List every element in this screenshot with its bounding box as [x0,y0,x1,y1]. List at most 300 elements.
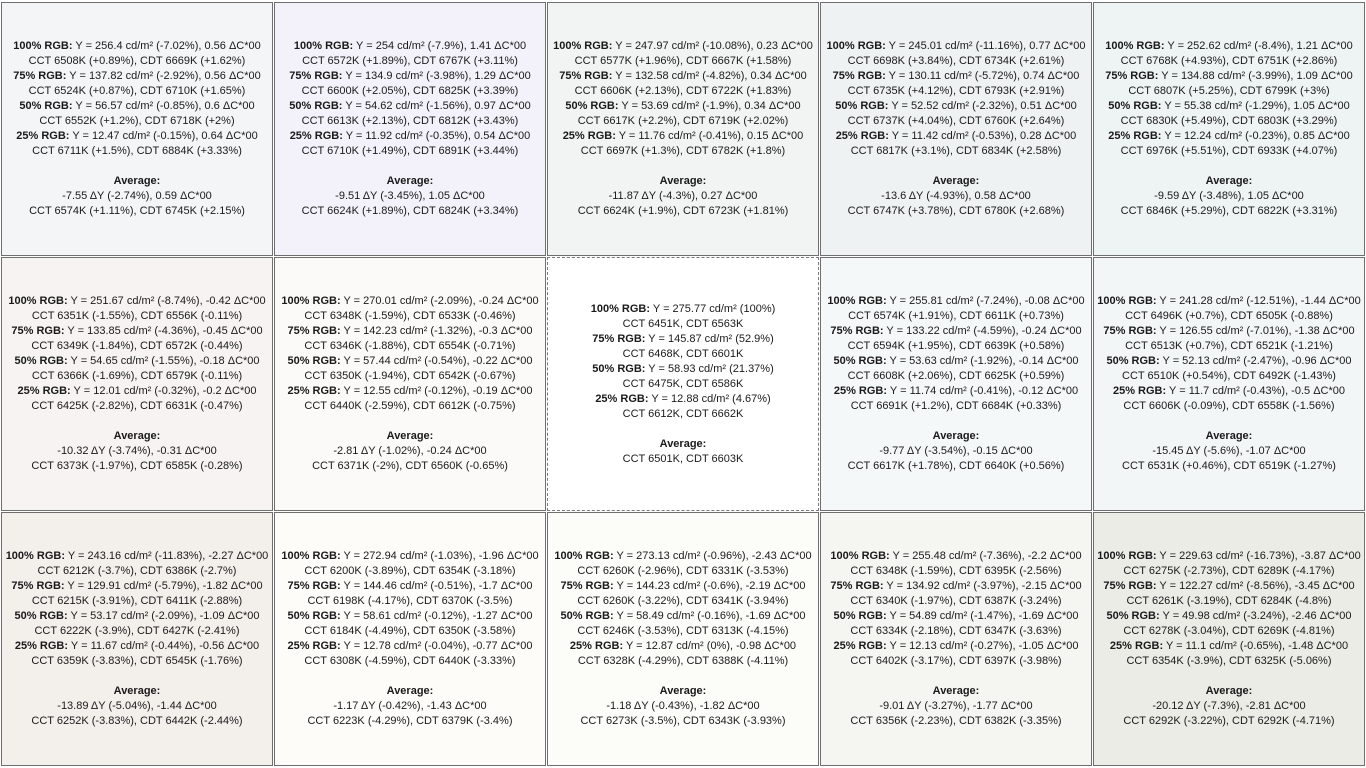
measurement-value: -9.01 ΔY (-3.27%), -1.77 ΔC*00 [879,700,1033,712]
measurement-detail [848,84,1065,99]
measurement-label: 75% RGB: [287,580,341,592]
measurement-value: Y = 12.01 cd/m² (-0.32%), -0.2 ΔC*00 [70,385,257,397]
measurement-heading [287,579,532,594]
measurement-heading [8,294,265,309]
measurement-label: Average: [1205,175,1253,187]
measurement-value: Y = 130.11 cd/m² (-5.72%), 0.74 ΔC*00 [885,70,1080,82]
measurement-value: CCT 6359K (-3.83%), CDT 6545K (-1.76%) [31,655,243,667]
measurement-heading [287,354,532,369]
measurement-value: CCT 6308K (-4.59%), CDT 6440K (-3.33%) [304,655,516,667]
measurement-value: CCT 6617K (+2.2%), CDT 6719K (+2.02%) [577,115,789,127]
measurement-detail [333,699,486,714]
measurement-value: Y = 12.13 cd/m² (-0.27%), -1.05 ΔC*00 [886,640,1079,652]
measurement-value: -20.12 ΔY (-7.3%), -2.81 ΔC*00 [1152,700,1306,712]
measurement-value: Y = 133.22 cd/m² (-4.59%), -0.24 ΔC*00 [883,325,1082,337]
measurement-heading [1206,429,1253,444]
measurement-cell [1,512,273,766]
measurement-detail [31,399,242,414]
measurement-detail [304,339,515,354]
measurement-label: 75% RGB: [289,70,343,82]
measurement-value: Y = 270.01 cd/m² (-2.09%), -0.24 ΔC*00 [340,295,539,307]
measurement-heading [114,429,161,444]
measurement-label: 75% RGB: [832,70,886,82]
measurement-detail [32,144,242,159]
measurement-value: CCT 6371K (-2%), CDT 6560K (-0.65%) [312,460,508,472]
measurement-heading [14,609,259,624]
measurement-cell [274,2,546,256]
measurement-detail [31,459,242,474]
measurement-detail [848,339,1065,354]
measurement-heading [114,174,161,189]
measurement-heading [835,99,1076,114]
measurement-heading [387,429,434,444]
measurement-label: 75% RGB: [559,70,613,82]
measurement-value: CCT 6606K (-0.09%), CDT 6558K (-1.56%) [1123,400,1335,412]
measurement-value: Y = 58.61 cd/m² (-0.12%), -1.27 ΔC*00 [340,610,533,622]
measurement-value: Y = 245.01 cd/m² (-11.16%), 0.77 ΔC*00 [885,40,1086,52]
measurement-detail [31,714,242,729]
measurement-detail [1122,369,1336,384]
measurement-heading [560,579,805,594]
measurement-cell [820,257,1092,511]
measurement-detail [578,114,789,129]
measurement-value: Y = 11.1 cd/m² (-0.65%), -1.48 ΔC*00 [1163,640,1349,652]
measurement-value: CCT 6425K (-2.82%), CDT 6631K (-0.47%) [31,400,243,412]
measurement-detail [623,407,744,422]
measurement-value: Y = 12.55 cd/m² (-0.12%), -0.19 ΔC*00 [340,385,533,397]
measurement-detail [34,624,239,639]
measurement-label: 25% RGB: [14,640,69,652]
measurement-value: CCT 6697K (+1.3%), CDT 6782K (+1.8%) [580,145,786,157]
measurement-value: Y = 11.7 cd/m² (-0.43%), -0.5 ΔC*00 [1166,385,1346,397]
measurement-heading [565,99,800,114]
measurement-detail [848,54,1065,69]
measurement-detail [1122,459,1336,474]
measurement-value: CCT 6698K (+3.84%), CDT 6734K (+2.61%) [847,55,1065,67]
measurement-detail [850,654,1061,669]
measurement-heading [827,39,1086,54]
measurement-label: 50% RGB: [560,610,614,622]
measurement-detail [1154,189,1304,204]
measurement-value: CCT 6501K, CDT 6603K [622,452,744,465]
measurement-heading [13,69,261,84]
measurement-detail [304,654,515,669]
measurement-heading [387,684,434,699]
measurement-value: Y = 11.76 cd/m² (-0.41%), 0.15 ΔC*00 [615,130,804,142]
measurement-label: Average: [1205,430,1253,442]
measurement-value: Y = 254 cd/m² (-7.9%), 1.41 ΔC*00 [353,40,527,52]
measurement-value: CCT 6184K (-4.49%), CDT 6350K (-3.58%) [304,625,516,637]
measurement-value: Y = 145.87 cd/m² (52.9%) [645,332,774,345]
measurement-value: Y = 134.9 cd/m² (-3.98%), 1.29 ΔC*00 [342,70,531,82]
measurement-label: 25% RGB: [595,392,649,405]
measurement-label: 75% RGB: [11,325,65,337]
measurement-value: Y = 134.92 cd/m² (-3.97%), -2.15 ΔC*00 [883,580,1082,592]
measurement-value: CCT 6451K, CDT 6563K [622,317,744,330]
measurement-value: CCT 6496K (+0.7%), CDT 6505K (-0.88%) [1125,310,1333,322]
measurement-label: 100% RGB: [293,40,354,52]
measurement-label: 75% RGB: [830,580,884,592]
measurement-value: Y = 12.24 cd/m² (-0.23%), 0.85 ΔC*00 [1161,130,1350,142]
measurement-value: -13.6 ΔY (-4.93%), 0.58 ΔC*00 [881,190,1031,202]
measurement-label: 25% RGB: [833,385,888,397]
measurement-label: Average: [113,175,161,187]
measurement-detail [32,369,242,384]
measurement-label: Average: [932,175,980,187]
measurement-label: 100% RGB: [826,40,886,52]
measurement-value: Y = 52.52 cd/m² (-2.32%), 0.51 ΔC*00 [888,100,1077,112]
measurement-detail [312,459,508,474]
measurement-value: CCT 6334K (-2.18%), CDT 6347K (-3.63%) [850,625,1062,637]
measurement-detail [581,144,785,159]
measurement-heading [830,579,1081,594]
measurement-value: Y = 12.87 cd/m² (0%), -0.98 ΔC*00 [623,640,797,652]
measurement-heading [1103,324,1354,339]
measurement-heading [554,549,811,564]
measurement-label: 25% RGB: [287,640,341,652]
measurement-label: 50% RGB: [1108,100,1162,112]
measurement-label: 75% RGB: [1105,70,1159,82]
measurement-heading [592,332,774,347]
measurement-heading [833,69,1080,84]
measurement-value: Y = 272.94 cd/m² (-1.03%), -1.96 ΔC*00 [340,550,539,562]
measurement-value: Y = 54.62 cd/m² (-1.56%), 0.97 ΔC*00 [342,100,531,112]
measurement-detail [57,699,216,714]
measurement-value: CCT 6624K (+1.9%), CDT 6723K (+1.81%) [577,205,789,217]
measurement-heading [281,294,538,309]
measurement-detail [302,204,519,219]
measurement-value: CCT 6252K (-3.83%), CDT 6442K (-2.44%) [31,715,243,727]
measurement-detail [1126,594,1331,609]
measurement-value: CCT 6402K (-3.17%), CDT 6397K (-3.98%) [850,655,1062,667]
measurement-value: Y = 54.89 cd/m² (-1.47%), -1.69 ΔC*00 [886,610,1079,622]
measurement-value: CCT 6346K (-1.88%), CDT 6554K (-0.71%) [304,340,516,352]
measurement-label: 25% RGB: [569,640,624,652]
measurement-value: CCT 6468K, CDT 6601K [622,347,744,360]
measurement-value: Y = 49.98 cd/m² (-3.24%), -2.46 ΔC*00 [1159,610,1352,622]
measurement-value: CCT 6531K (+0.46%), CDT 6519K (-1.27%) [1122,460,1336,472]
measurement-detail [850,714,1061,729]
measurement-value: Y = 243.16 cd/m² (-11.83%), -2.27 ΔC*00 [64,550,269,562]
measurement-detail [302,54,518,69]
measurement-value: CCT 6200K (-3.89%), CDT 6354K (-3.18%) [304,565,516,577]
measurement-detail [304,399,515,414]
measurement-detail [1121,54,1338,69]
measurement-label: 25% RGB: [1109,640,1164,652]
measurement-value: -10.32 ΔY (-3.74%), -0.31 ΔC*00 [57,445,217,457]
measurement-label: 75% RGB: [13,70,67,82]
measurement-heading [830,324,1081,339]
measurement-detail [623,452,744,467]
measurement-label: 25% RGB: [1112,385,1167,397]
measurement-heading [1103,579,1354,594]
measurement-heading [570,639,796,654]
measurement-label: 100% RGB: [590,302,651,315]
measurement-heading [281,549,538,564]
measurement-value: CCT 6440K (-2.59%), CDT 6612K (-0.75%) [304,400,516,412]
measurement-detail [575,84,792,99]
measurement-detail [304,624,515,639]
measurement-detail [623,377,744,392]
measurement-detail [577,624,788,639]
measurement-heading [827,294,1084,309]
measurement-detail [307,594,512,609]
measurement-label: 100% RGB: [8,295,68,307]
measurement-value: CCT 6600K (+2.05%), CDT 6825K (+3.39%) [301,85,519,97]
measurement-heading [591,302,776,317]
measurement-heading [833,609,1078,624]
measurement-detail [32,594,242,609]
measurement-heading [933,684,980,699]
measurement-label: 50% RGB: [14,355,68,367]
measurement-heading [19,99,254,114]
measurement-heading [833,639,1078,654]
measurement-value: CCT 6222K (-3.9%), CDT 6427K (-2.41%) [34,625,240,637]
measurement-detail [1125,339,1333,354]
measurement-heading [1105,39,1353,54]
measurement-value: CCT 6513K (+0.7%), CDT 6521K (-1.21%) [1125,340,1333,352]
measurement-detail [1121,144,1338,159]
measurement-heading [553,39,813,54]
measurement-value: Y = 229.63 cd/m² (-16.73%), -3.87 ΔC*00 [1156,550,1361,562]
measurement-heading [387,174,434,189]
measurement-detail [1152,699,1305,714]
measurement-label: Average: [113,685,161,697]
measurement-value: CCT 6278K (-3.04%), CDT 6269K (-4.81%) [1123,625,1335,637]
measurement-label: 75% RGB: [1103,580,1157,592]
measurement-detail [31,339,242,354]
measurement-cell [274,512,546,766]
measurement-heading [294,39,526,54]
measurement-value: CCT 6328K (-4.29%), CDT 6388K (-4.11%) [577,655,789,667]
measurement-value: CCT 6574K (+1.91%), CDT 6611K (+0.73%) [848,310,1064,322]
measurement-value: CCT 6349K (-1.84%), CDT 6572K (-0.44%) [31,340,243,352]
measurement-label: 25% RGB: [17,385,71,397]
measurement-label: 50% RGB: [1106,355,1160,367]
measurement-value: -9.77 ΔY (-3.54%), -0.15 ΔC*00 [879,445,1033,457]
measurement-value: Y = 129.91 cd/m² (-5.79%), -1.82 ΔC*00 [64,580,263,592]
measurement-heading [11,324,262,339]
measurement-heading [1206,684,1253,699]
measurement-value: CCT 6292K (-3.22%), CDT 6292K (-4.71%) [1123,715,1335,727]
measurement-label: 75% RGB: [560,580,614,592]
measurement-label: Average: [659,175,707,187]
measurement-value: -2.81 ΔY (-1.02%), -0.24 ΔC*00 [333,445,487,457]
measurement-cell [1,257,273,511]
measurement-heading [1206,174,1253,189]
measurement-label: 100% RGB: [553,40,613,52]
measurement-detail [1121,204,1338,219]
measurement-value: CCT 6356K (-2.23%), CDT 6382K (-3.35%) [850,715,1062,727]
measurement-value: CCT 6475K, CDT 6586K [622,377,744,390]
measurement-detail [1128,84,1329,99]
measurement-value: Y = 53.17 cd/m² (-2.09%), -1.09 ΔC*00 [67,610,260,622]
measurement-value: Y = 53.69 cd/m² (-1.9%), 0.34 ΔC*00 [618,100,801,112]
measurement-detail [879,699,1032,714]
measurement-value: CCT 6817K (+3.1%), CDT 6834K (+2.58%) [850,145,1062,157]
measurement-detail [850,594,1061,609]
measurement-value: -7.55 ΔY (-2.74%), 0.59 ΔC*00 [62,190,212,202]
measurement-cell [547,2,819,256]
measurement-detail [62,189,212,204]
measurement-value: CCT 6260K (-3.22%), CDT 6341K (-3.94%) [577,595,789,607]
measurement-detail [1121,114,1338,129]
measurement-value: Y = 12.78 cd/m² (-0.04%), -0.77 ΔC*00 [340,640,533,652]
measurement-label: 75% RGB: [1103,325,1157,337]
measurement-label: Average: [932,430,980,442]
measurement-cell [1093,512,1365,766]
measurement-heading [1108,129,1349,144]
measurement-detail [304,309,515,324]
measurement-value: CCT 6572K (+1.89%), CDT 6767K (+3.11%) [302,55,518,67]
measurement-value: CCT 6624K (+1.89%), CDT 6824K (+3.34%) [301,205,519,217]
measurement-cell [1093,2,1365,256]
measurement-value: CCT 6737K (+4.04%), CDT 6760K (+2.64%) [847,115,1065,127]
measurement-heading [834,384,1078,399]
measurement-value: CCT 6830K (+5.49%), CDT 6803K (+3.29%) [1120,115,1338,127]
measurement-label: 100% RGB: [1097,550,1157,562]
measurement-label: Average: [386,430,434,442]
measurement-detail [578,204,789,219]
measurement-value: CCT 6348K (-1.59%), CDT 6395K (-2.56%) [850,565,1062,577]
measurement-detail [577,564,788,579]
measurement-detail [606,699,759,714]
measurement-label: 25% RGB: [289,130,343,142]
measurement-heading [933,429,980,444]
measurement-label: 25% RGB: [1108,130,1162,142]
measurement-cell [547,512,819,766]
measurement-label: Average: [1205,685,1253,697]
measurement-value: Y = 137.82 cd/m² (-2.92%), 0.56 ΔC*00 [66,70,261,82]
measurement-value: CCT 6246K (-3.53%), CDT 6313K (-4.15%) [577,625,789,637]
measurement-value: -1.17 ΔY (-0.42%), -1.43 ΔC*00 [333,700,487,712]
measurement-value: CCT 6340K (-1.97%), CDT 6387K (-3.24%) [850,595,1062,607]
measurement-value: -11.87 ΔY (-4.3%), 0.27 ΔC*00 [608,190,758,202]
measurement-value: Y = 11.67 cd/m² (-0.44%), -0.56 ΔC*00 [68,640,260,652]
measurement-value: Y = 241.28 cd/m² (-12.51%), -1.44 ΔC*00 [1156,295,1361,307]
measurement-heading [14,354,259,369]
measurement-value: CCT 6348K (-1.59%), CDT 6533K (-0.46%) [304,310,516,322]
measurement-heading [1113,384,1345,399]
measurement-heading [11,579,262,594]
measurement-value: CCT 6617K (+1.78%), CDT 6640K (+0.56%) [847,460,1065,472]
measurement-cell [820,512,1092,766]
measurement-label: 50% RGB: [287,355,341,367]
measurement-value: Y = 144.23 cd/m² (-0.6%), -2.19 ΔC*00 [613,580,806,592]
measurement-value: CCT 6594K (+1.95%), CDT 6639K (+0.58%) [847,340,1065,352]
measurement-value: Y = 126.55 cd/m² (-7.01%), -1.38 ΔC*00 [1156,325,1355,337]
measurement-value: CCT 6261K (-3.19%), CDT 6284K (-4.8%) [1126,595,1332,607]
measurement-heading [836,129,1077,144]
measurement-heading [830,549,1081,564]
measurement-detail [575,54,792,69]
measurement-value: CCT 6366K (-1.69%), CDT 6579K (-0.11%) [31,370,243,382]
measurement-detail [580,714,785,729]
measurement-label: 50% RGB: [592,362,646,375]
measurement-label: 25% RGB: [16,130,70,142]
measurement-value: Y = 12.47 cd/m² (-0.15%), 0.64 ΔC*00 [69,130,258,142]
measurement-value: CCT 6508K (+0.89%), CDT 6669K (+1.62%) [28,55,246,67]
measurement-label: 50% RGB: [14,610,68,622]
measurement-value: CCT 6510K (+0.54%), CDT 6492K (-1.43%) [1122,370,1336,382]
measurement-detail [578,654,788,669]
measurement-value: -9.59 ΔY (-3.48%), 1.05 ΔC*00 [1154,190,1304,202]
measurement-detail [304,369,515,384]
measurement-detail [577,594,788,609]
measurement-value: Y = 144.46 cd/m² (-0.51%), -1.7 ΔC*00 [340,580,533,592]
measurement-value: Y = 12.88 cd/m² (4.67%) [648,392,771,405]
measurement-cell [274,257,546,511]
measurement-detail [851,144,1062,159]
measurement-detail [850,624,1061,639]
measurement-detail [302,84,519,99]
measurement-value: CCT 6223K (-4.29%), CDT 6379K (-3.4%) [307,715,513,727]
measurement-cell [547,257,819,511]
measurement-value: CCT 6768K (+4.93%), CDT 6751K (+2.86%) [1120,55,1338,67]
measurement-value: Y = 132.58 cd/m² (-4.82%), 0.34 ΔC*00 [612,70,807,82]
measurement-label: 50% RGB: [289,100,343,112]
measurement-label: 100% RGB: [1097,295,1157,307]
measurement-value: Y = 142.23 cd/m² (-1.32%), -0.3 ΔC*00 [340,325,533,337]
measurement-detail [1125,309,1333,324]
measurement-heading [290,129,531,144]
measurement-label: 100% RGB: [5,550,65,562]
measurement-cell [820,2,1092,256]
measurement-value: Y = 54.65 cd/m² (-1.55%), -0.18 ΔC*00 [67,355,260,367]
measurement-heading [1097,294,1360,309]
measurement-value: CCT 6606K (+2.13%), CDT 6722K (+1.83%) [574,85,792,97]
measurement-value: CCT 6710K (+1.49%), CDT 6891K (+3.44%) [301,145,519,157]
measurement-detail [38,564,237,579]
measurement-value: CCT 6350K (-1.94%), CDT 6542K (-0.67%) [304,370,516,382]
measurement-value: CCT 6273K (-3.5%), CDT 6343K (-3.93%) [580,715,786,727]
measurement-value: Y = 11.42 cd/m² (-0.53%), 0.28 ΔC*00 [888,130,1077,142]
measurement-value: CCT 6198K (-4.17%), CDT 6370K (-3.5%) [307,595,513,607]
measurement-value: Y = 256.4 cd/m² (-7.02%), 0.56 ΔC*00 [72,40,261,52]
measurement-detail [335,189,485,204]
measurement-heading [833,354,1078,369]
measurement-label: 50% RGB: [833,355,887,367]
measurement-heading [289,69,530,84]
measurement-heading [563,129,804,144]
measurement-detail [879,444,1032,459]
measurement-value: Y = 11.74 cd/m² (-0.41%), -0.12 ΔC*00 [887,385,1079,397]
measurement-label: 25% RGB: [287,385,341,397]
measurement-value: Y = 255.81 cd/m² (-7.24%), -0.08 ΔC*00 [886,295,1085,307]
measurement-label: 100% RGB: [554,550,614,562]
measurement-detail [609,189,758,204]
measurement-label: 75% RGB: [592,332,646,345]
measurement-value: Y = 247.97 cd/m² (-10.08%), 0.23 ΔC*00 [612,40,813,52]
measurement-value: CCT 6354K (-3.9%), CDT 6325K (-5.06%) [1126,655,1332,667]
measurement-value: CCT 6608K (+2.06%), CDT 6625K (+0.59%) [847,370,1065,382]
measurement-value: Y = 56.57 cd/m² (-0.85%), 0.6 ΔC*00 [72,100,255,112]
measurement-label: 75% RGB: [11,580,65,592]
measurement-detail [333,444,486,459]
measurement-detail [29,204,245,219]
measurement-heading [660,684,707,699]
measurement-value: CCT 6577K (+1.96%), CDT 6667K (+1.58%) [574,55,792,67]
measurement-heading [1106,354,1351,369]
measurement-detail [1123,399,1334,414]
measurement-label: 50% RGB: [19,100,73,112]
measurement-detail [848,369,1065,384]
measurement-label: Average: [386,685,434,697]
measurement-label: 75% RGB: [287,325,341,337]
measurement-heading [16,129,257,144]
measurement-detail [851,399,1062,414]
measurement-detail [623,347,744,362]
